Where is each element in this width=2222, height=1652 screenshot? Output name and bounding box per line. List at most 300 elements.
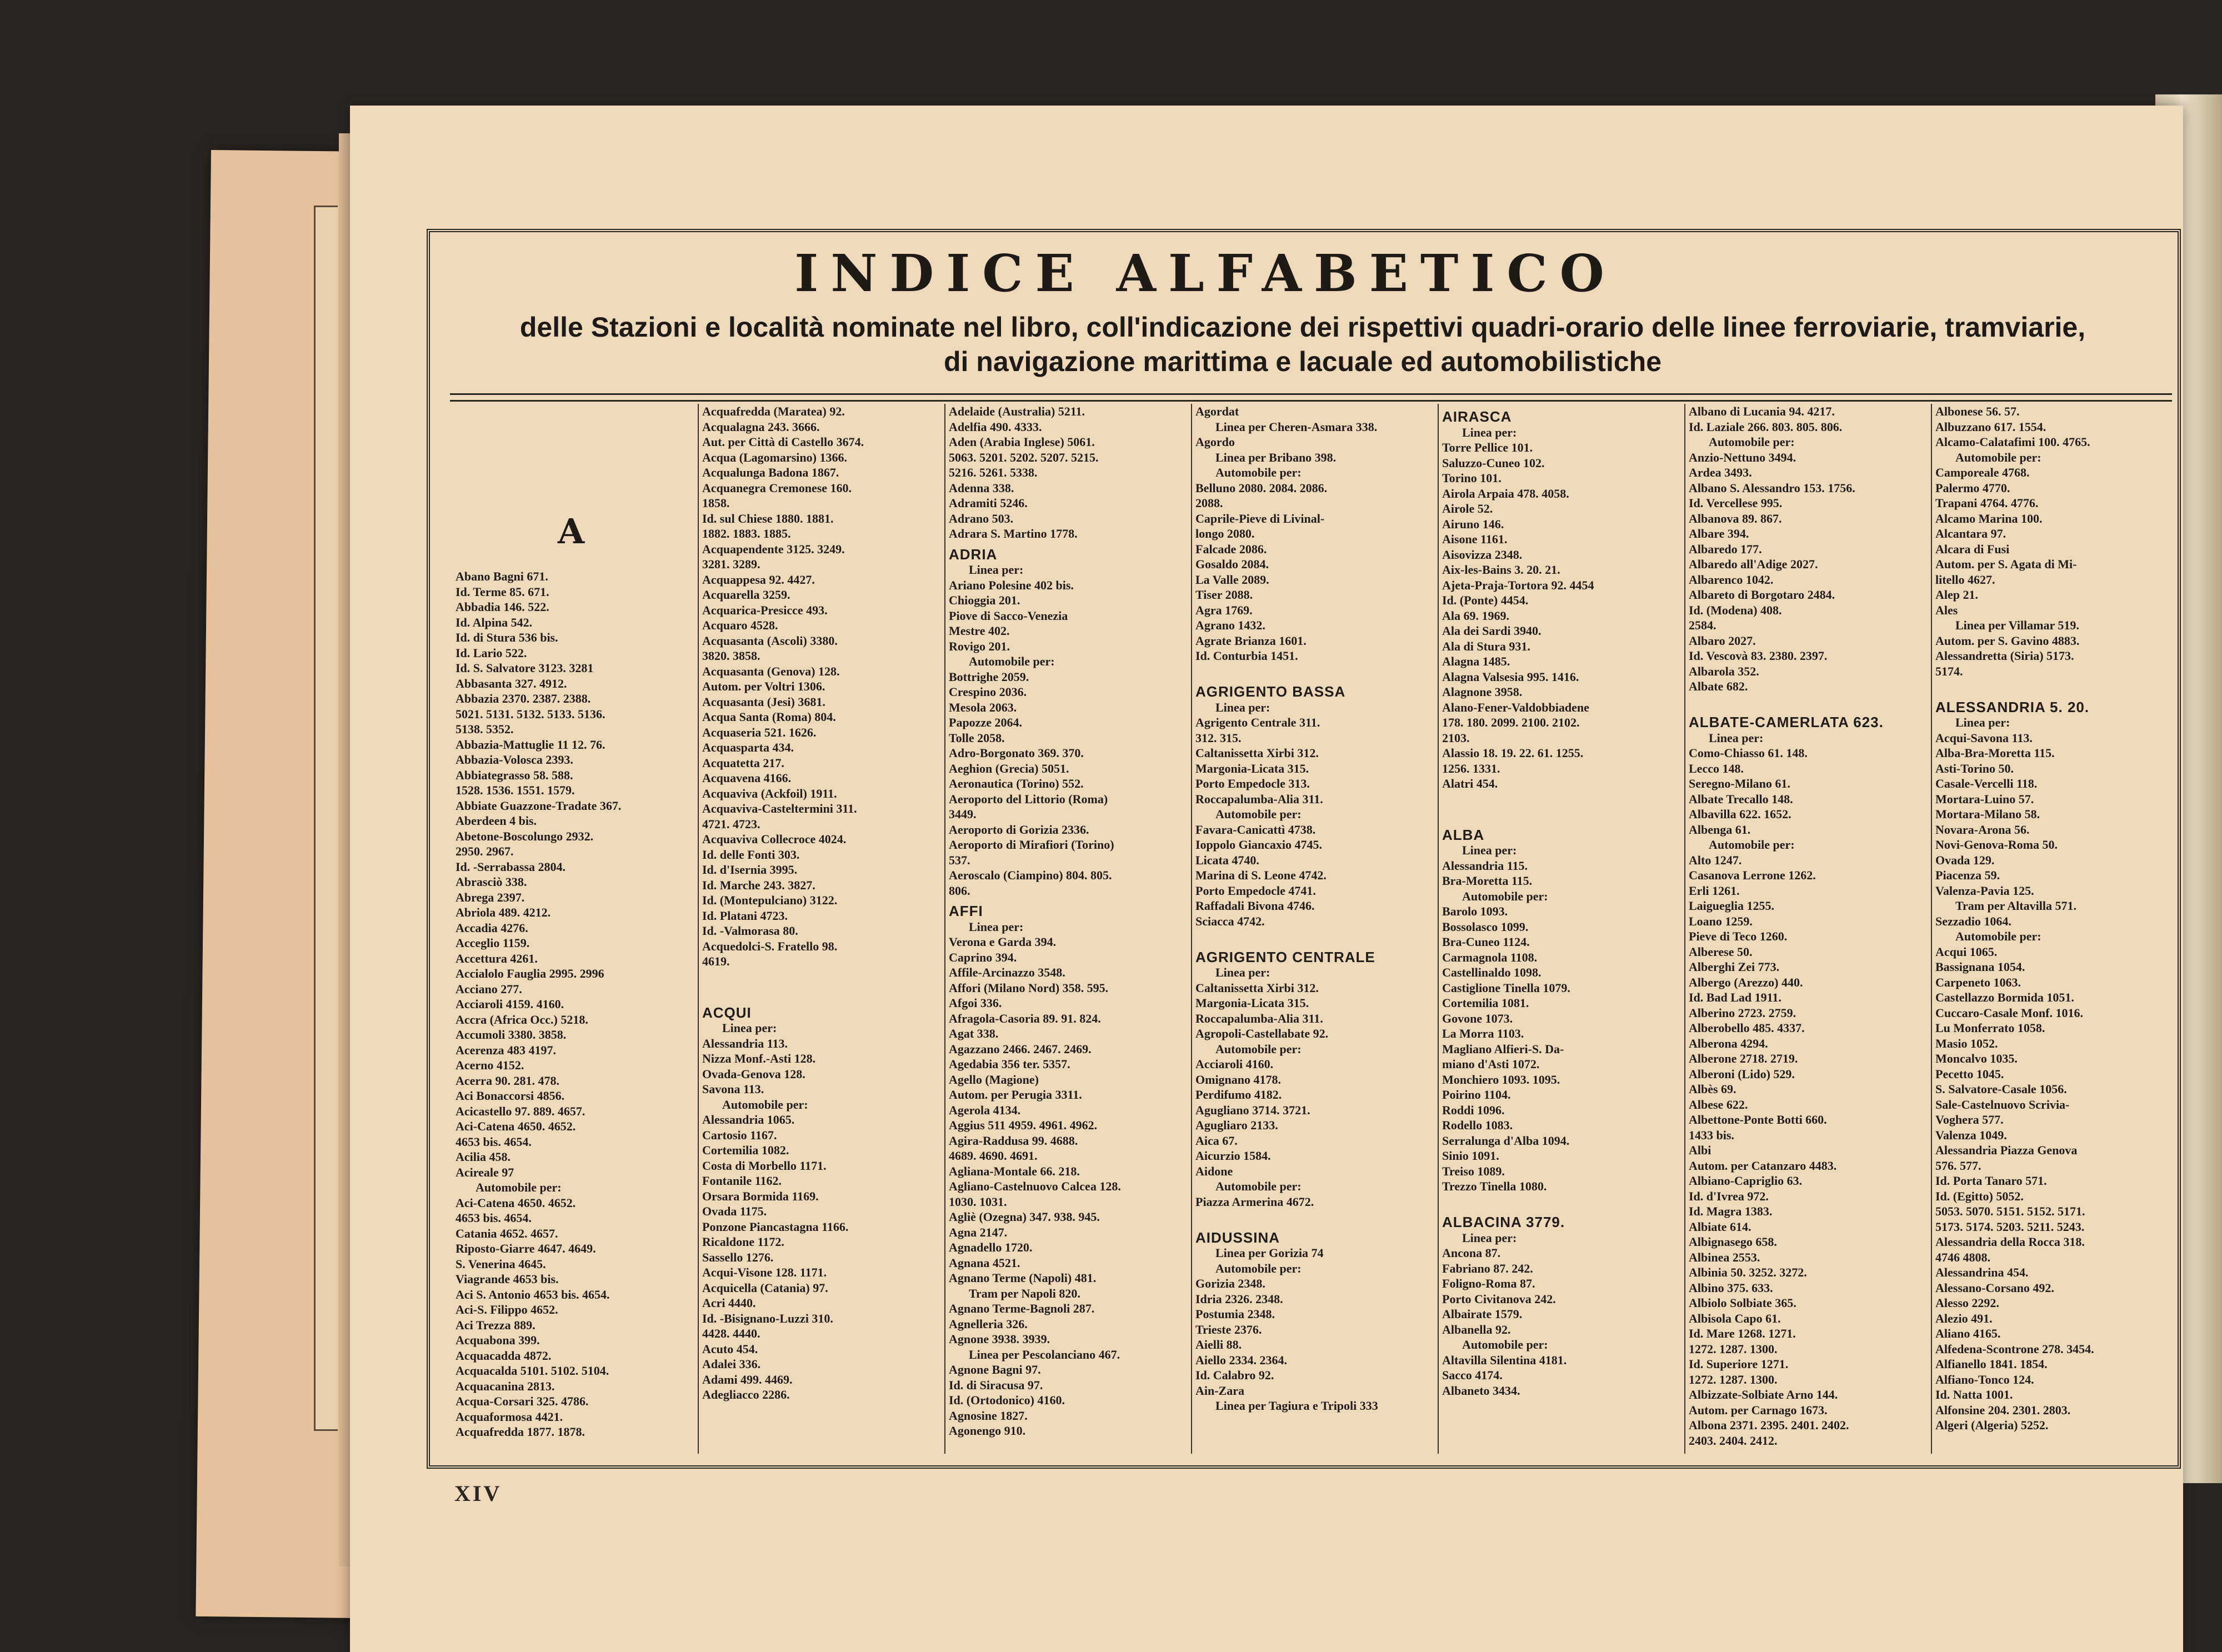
index-entry: Fontanile 1162. bbox=[702, 1174, 782, 1188]
index-entry: Linea per: bbox=[969, 563, 1024, 577]
index-entry: Id. Vescovà 83. 2380. 2397. bbox=[1689, 649, 1828, 663]
index-entry: Albès 69. bbox=[1689, 1082, 1736, 1096]
page-title: INDICE ALFABETICO bbox=[794, 243, 1617, 303]
index-entry: Alagna Valsesia 995. 1416. bbox=[1442, 669, 1579, 684]
index-entry: Aeroporto di Gorizia 2336. bbox=[949, 822, 1089, 837]
index-entry: Verona e Garda 394. bbox=[949, 935, 1057, 949]
index-entry: Novi-Genova-Roma 50. bbox=[1935, 838, 2058, 852]
index-entry: Id. S. Salvatore 3123. 3281 bbox=[456, 661, 594, 675]
index-entry: Id. sul Chiese 1880. 1881. bbox=[702, 511, 834, 525]
index-entry: Id. Vercellese 995. bbox=[1689, 496, 1783, 510]
index-entry: Orsara Bormida 1169. bbox=[702, 1189, 819, 1203]
index-entry: Accumoli 3380. 3858. bbox=[456, 1028, 567, 1042]
index-entry: Albate Trecallo 148. bbox=[1689, 792, 1793, 806]
index-entry: Torre Pellice 101. bbox=[1442, 440, 1533, 454]
index-entry: Moncalvo 1035. bbox=[1935, 1052, 2018, 1065]
index-entry: Id. Conturbia 1451. bbox=[1195, 649, 1298, 663]
index-entry: Aci-Catena 4650. 4652. bbox=[456, 1195, 576, 1210]
index-entry: Novara-Arona 56. bbox=[1935, 822, 2030, 837]
index-entry: Id. d'Isernia 3995. bbox=[702, 863, 798, 877]
index-entry: Roccapalumba-Alia 311. bbox=[1195, 1011, 1323, 1025]
index-entry: miano d'Asti 1072. bbox=[1442, 1057, 1540, 1071]
index-entry: AFFI bbox=[949, 904, 983, 919]
index-entry: Albaredo all'Adige 2027. bbox=[1689, 557, 1818, 571]
index-entry: Rovigo 201. bbox=[949, 639, 1010, 653]
index-entry: Alagna 1485. bbox=[1442, 654, 1510, 668]
index-entry: Alberone 2718. 2719. bbox=[1689, 1052, 1798, 1065]
index-entry: Acqua-Corsari 325. 4786. bbox=[456, 1394, 589, 1408]
index-entry: Abbazia-Volosca 2393. bbox=[456, 753, 573, 767]
index-entry: Afragola-Casoria 89. 91. 824. bbox=[949, 1011, 1101, 1025]
index-entry: Aut. per Città di Castello 3674. bbox=[702, 435, 864, 449]
index-entry: Accadia 4276. bbox=[456, 920, 528, 935]
index-entry: Viagrande 4653 bis. bbox=[456, 1272, 559, 1286]
index-entry: Carmagnola 1108. bbox=[1442, 950, 1538, 964]
index-entry bbox=[702, 984, 940, 1000]
index-entry: Alessandretta (Siria) 5173. bbox=[1935, 649, 2074, 663]
index-entry: Albuzzano 617. 1554. bbox=[1935, 419, 2046, 434]
index-entry: Ala 69. 1969. bbox=[1442, 608, 1509, 623]
index-entry: longo 2080. bbox=[1195, 527, 1255, 540]
index-entry: Treiso 1089. bbox=[1442, 1164, 1505, 1178]
index-entry: AGRIGENTO CENTRALE bbox=[1195, 949, 1375, 965]
index-entry: Margonia-Licata 315. bbox=[1195, 996, 1309, 1010]
index-entry: 2403. 2404. 2412. bbox=[1689, 1433, 1778, 1448]
index-entry: Tram per Napoli 820. bbox=[969, 1286, 1080, 1300]
index-entry: Adalei 336. bbox=[702, 1357, 761, 1371]
index-entry: Albonese 56. 57. bbox=[1935, 404, 2020, 418]
index-entry: Automobile per: bbox=[1955, 450, 2041, 464]
index-entry: Torino 101. bbox=[1442, 471, 1502, 485]
index-entry: Caprile-Pieve di Livinal- bbox=[1195, 511, 1325, 525]
index-entry: Piacenza 59. bbox=[1935, 868, 2000, 882]
index-entry: Aisovizza 2348. bbox=[1442, 547, 1523, 562]
index-entry: Acciano 277. bbox=[456, 982, 522, 996]
index-entry: Acuto 454. bbox=[702, 1341, 758, 1356]
index-entry: Alfiano-Tonco 124. bbox=[1935, 1372, 2034, 1386]
index-entry bbox=[1195, 1209, 1433, 1225]
index-entry: Albaneto 3434. bbox=[1442, 1383, 1520, 1398]
index-entry: Agordat bbox=[1195, 404, 1239, 418]
index-entry: Alessandria 113. bbox=[702, 1036, 788, 1050]
index-entry: Agerola 4134. bbox=[949, 1103, 1021, 1117]
header-rule bbox=[450, 393, 2172, 395]
index-entry: Acqua (Lagomarsino) 1366. bbox=[702, 450, 847, 464]
index-entry: Albona 2371. 2395. 2401. 2402. bbox=[1689, 1418, 1849, 1432]
index-entry: Agnano Terme (Napoli) 481. bbox=[949, 1271, 1097, 1285]
index-entry: Aggius 511 4959. 4961. 4962. bbox=[949, 1118, 1098, 1132]
index-entry: Valenza-Pavia 125. bbox=[1935, 883, 2034, 898]
index-entry: Linea per: bbox=[722, 1021, 777, 1035]
index-entry: Fabriano 87. 242. bbox=[1442, 1261, 1533, 1275]
index-entry: Gorizia 2348. bbox=[1195, 1276, 1265, 1290]
index-entry: Id. Terme 85. 671. bbox=[456, 584, 549, 599]
index-entry: Albese 622. bbox=[1689, 1097, 1748, 1112]
index-entry: Palermo 4770. bbox=[1935, 480, 2010, 495]
index-entry: Automobile per: bbox=[1709, 838, 1795, 852]
index-entry: Trezzo Tinella 1080. bbox=[1442, 1179, 1547, 1193]
index-entry: Autom. per S. Gavino 4883. bbox=[1935, 633, 2080, 648]
index-entry: Aci-Catena 4650. 4652. bbox=[456, 1119, 576, 1133]
index-entry: Voghera 577. bbox=[1935, 1113, 2004, 1127]
index-entry: 1256. 1331. bbox=[1442, 761, 1500, 775]
index-entry: ALBATE-CAMERLATA 623. bbox=[1689, 715, 1884, 730]
index-entry: Albino 375. 633. bbox=[1689, 1280, 1773, 1295]
index-entry: Ovada 129. bbox=[1935, 853, 1995, 867]
index-entry: Ricaldone 1172. bbox=[702, 1235, 784, 1249]
index-entry: Casanova Lerrone 1262. bbox=[1689, 868, 1816, 882]
index-entry: Linea per: bbox=[1215, 965, 1270, 979]
index-entry: Afgoi 336. bbox=[949, 996, 1002, 1010]
index-entry: Albairate 1579. bbox=[1442, 1307, 1523, 1321]
index-entry: Alfonsine 204. 2301. 2803. bbox=[1935, 1403, 2071, 1417]
index-entry: Aci Bonaccorsi 4856. bbox=[456, 1089, 565, 1103]
index-entry: Idria 2326. 2348. bbox=[1195, 1291, 1283, 1306]
index-column-3 bbox=[944, 404, 1191, 1454]
index-entry: Ovada-Genova 128. bbox=[702, 1067, 805, 1081]
index-entry: Acquaseria 521. 1626. bbox=[702, 725, 817, 739]
index-entry: Falcade 2086. bbox=[1195, 542, 1267, 556]
index-entry: Autom. per Perugia 3311. bbox=[949, 1088, 1082, 1102]
index-entry: Agliana-Montale 66. 218. bbox=[949, 1164, 1080, 1178]
index-entry: 4653 bis. 4654. bbox=[456, 1134, 532, 1149]
index-entry: ACQUI bbox=[702, 1005, 752, 1020]
index-entry: Autom. per S. Agata di Mi- bbox=[1935, 557, 2077, 571]
index-entry: Raffadali Bivona 4746. bbox=[1195, 899, 1315, 913]
index-entry: Acqui 1065. bbox=[1935, 944, 1998, 959]
index-entry: Alcantara 97. bbox=[1935, 527, 2006, 540]
index-entry: Agordo bbox=[1195, 435, 1235, 449]
index-entry: Albisola Capo 61. bbox=[1689, 1311, 1781, 1325]
index-entry: Acquabona 399. bbox=[456, 1333, 540, 1347]
index-entry: Acqua Santa (Roma) 804. bbox=[702, 710, 836, 724]
index-entry: Agnadello 1720. bbox=[949, 1240, 1033, 1254]
index-entry: Aden (Arabia Inglese) 5061. bbox=[949, 435, 1095, 449]
index-entry: Automobile per: bbox=[722, 1097, 808, 1112]
index-entry: Aci Trezza 889. bbox=[456, 1318, 536, 1332]
index-entry: Automobile per: bbox=[1215, 807, 1302, 821]
index-entry: Acireale 97 bbox=[456, 1165, 514, 1179]
index-entry: Asti-Torino 50. bbox=[1935, 761, 2014, 775]
index-entry: Linea per Villamar 519. bbox=[1955, 618, 2079, 632]
index-entry: Roccapalumba-Alia 311. bbox=[1195, 792, 1323, 806]
index-entry: Trieste 2376. bbox=[1195, 1322, 1262, 1336]
index-entry: Automobile per: bbox=[969, 654, 1055, 668]
index-entry: Aeronautica (Torino) 552. bbox=[949, 777, 1084, 790]
index-entry: Alesso 2292. bbox=[1935, 1296, 1999, 1310]
index-entry: Acerenza 483 4197. bbox=[456, 1043, 557, 1057]
index-entry: Marina di S. Leone 4742. bbox=[1195, 868, 1327, 882]
index-entry: Magliano Alfieri-S. Da- bbox=[1442, 1042, 1564, 1056]
index-entry: Id. Platani 4723. bbox=[702, 908, 788, 923]
index-entry bbox=[1442, 792, 1680, 807]
index-entry: Porto Empedocle 313. bbox=[1195, 777, 1310, 790]
index-entry: Autom. per Catanzaro 4483. bbox=[1689, 1158, 1837, 1173]
index-entry: Acquaformosa 4421. bbox=[456, 1409, 563, 1424]
index-entry: Alberese 50. bbox=[1689, 944, 1753, 959]
index-entry: AIRASCA bbox=[1442, 409, 1512, 425]
index-entry: Abbadia 146. 522. bbox=[456, 600, 549, 614]
index-entry: Ancona 87. bbox=[1442, 1246, 1501, 1260]
index-entry: Masio 1052. bbox=[1935, 1036, 1998, 1050]
index-entry: Ala di Stura 931. bbox=[1442, 639, 1530, 653]
index-entry: Acicastello 97. 889. 4657. bbox=[456, 1104, 585, 1118]
index-entry: Abano Bagni 671. bbox=[456, 569, 548, 583]
index-entry: Tram per Altavilla 571. bbox=[1955, 899, 2076, 913]
index-entry: Abetone-Boscolungo 2932. bbox=[456, 829, 594, 843]
index-entry: Sale-Castelnuovo Scrivia- bbox=[1935, 1097, 2070, 1112]
index-entry: Acquedolci-S. Fratello 98. bbox=[702, 939, 838, 953]
index-entry: Acceglio 1159. bbox=[456, 936, 530, 950]
index-entry: Acqualunga Badona 1867. bbox=[702, 465, 839, 479]
index-entry: Aielli 88. bbox=[1195, 1338, 1242, 1351]
index-entry: Savona 113. bbox=[702, 1082, 764, 1096]
index-entry: Alcara di Fusi bbox=[1935, 542, 2010, 556]
index-entry: Ponzone Piancastagna 1166. bbox=[702, 1219, 849, 1234]
index-entry: Aliano 4165. bbox=[1935, 1326, 2001, 1340]
index-entry: 4689. 4690. 4691. bbox=[949, 1149, 1038, 1163]
index-entry: Agrate Brianza 1601. bbox=[1195, 633, 1307, 648]
index-entry: Acquasparta 434. bbox=[702, 740, 794, 754]
index-entry: Id. di Stura 536 bis. bbox=[456, 630, 558, 644]
index-entry: Castellazzo Bormida 1051. bbox=[1935, 990, 2074, 1004]
index-entry: 5174. bbox=[1935, 664, 1963, 678]
index-entry: 1858. bbox=[702, 496, 730, 510]
index-entry: Agnana 4521. bbox=[949, 1255, 1020, 1270]
index-entry: Id. d'Ivrea 972. bbox=[1689, 1189, 1769, 1203]
index-entry: Albanova 89. 867. bbox=[1689, 511, 1782, 525]
index-entry: Cortemilia 1082. bbox=[702, 1143, 789, 1157]
index-entry: 178. 180. 2099. 2100. 2102. bbox=[1442, 715, 1580, 729]
index-entry: Acquasanta (Genova) 128. bbox=[702, 664, 840, 678]
index-entry: Castiglione Tinella 1079. bbox=[1442, 980, 1570, 995]
index-entry: La Valle 2089. bbox=[1195, 572, 1269, 587]
index-entry: Cuccaro-Casale Monf. 1016. bbox=[1935, 1005, 2083, 1020]
index-entry: Acquaviva Collecroce 4024. bbox=[702, 832, 847, 846]
index-column-7 bbox=[1931, 404, 2178, 1454]
index-entry: Affori (Milano Nord) 358. 595. bbox=[949, 980, 1109, 995]
index-entry: Belluno 2080. 2084. 2086. bbox=[1195, 480, 1328, 495]
index-entry: Caltanissetta Xirbi 312. bbox=[1195, 746, 1319, 760]
index-entry: Automobile per: bbox=[1709, 435, 1795, 449]
index-entry: Albenga 61. bbox=[1689, 822, 1751, 837]
index-entry: Agrano 1432. bbox=[1195, 618, 1265, 632]
index-entry: Automobile per: bbox=[1215, 1261, 1302, 1275]
index-entry: Acquaviva (Ackfoil) 1911. bbox=[702, 786, 837, 800]
index-entry: Serralunga d'Alba 1094. bbox=[1442, 1133, 1570, 1148]
index-entry: Mesola 2063. bbox=[949, 700, 1017, 714]
index-entry: Albareto di Borgotaro 2484. bbox=[1689, 588, 1835, 602]
index-entry: Agrigento Centrale 311. bbox=[1195, 715, 1320, 729]
index-entry: La Morra 1103. bbox=[1442, 1027, 1524, 1040]
index-entry: Acquafredda (Maratea) 92. bbox=[702, 404, 845, 418]
index-entry: Camporeale 4768. bbox=[1935, 465, 2030, 479]
index-entry: 3820. 3858. bbox=[702, 649, 760, 663]
index-entry: Rodello 1083. bbox=[1442, 1118, 1513, 1132]
index-entry: Albizzate-Solbiate Arno 144. bbox=[1689, 1388, 1838, 1401]
index-entry: Ain-Zara bbox=[1195, 1383, 1244, 1398]
index-entry: Automobile per: bbox=[1462, 1338, 1548, 1351]
index-entry: Acquapendente 3125. 3249. bbox=[702, 542, 845, 556]
index-entry: Id. delle Fonti 303. bbox=[702, 847, 800, 862]
index-entry bbox=[1689, 694, 1926, 710]
index-entry: Agropoli-Castellabate 92. bbox=[1195, 1027, 1329, 1040]
index-entry: Abbazia 2370. 2387. 2388. bbox=[456, 692, 591, 705]
index-entry: Alep 21. bbox=[1935, 588, 1978, 602]
index-entry: Sassello 1276. bbox=[702, 1250, 774, 1264]
index-entry: Ardea 3493. bbox=[1689, 465, 1752, 479]
index-entry: Albergo (Arezzo) 440. bbox=[1689, 975, 1803, 989]
index-entry: Abriola 489. 4212. bbox=[456, 905, 551, 919]
index-entry: Caltanissetta Xirbi 312. bbox=[1195, 980, 1319, 995]
index-entry: 2950. 2967. bbox=[456, 844, 514, 858]
index-entry: Id. Marche 243. 3827. bbox=[702, 878, 815, 892]
index-entry: Id. Natta 1001. bbox=[1935, 1388, 2013, 1401]
index-entry: Acquatetta 217. bbox=[702, 755, 784, 770]
index-entry: Aeroscalo (Ciampino) 804. 805. bbox=[949, 868, 1112, 882]
index-entry: Id. Calabro 92. bbox=[1195, 1368, 1274, 1382]
index-entry: Catania 4652. 4657. bbox=[456, 1226, 558, 1240]
index-entry: Anzio-Nettuno 3494. bbox=[1689, 450, 1796, 464]
index-entry: Linea per Pescolanciano 467. bbox=[969, 1347, 1120, 1361]
index-entry: Albaredo 177. bbox=[1689, 542, 1762, 556]
index-column-6 bbox=[1684, 404, 1931, 1454]
index-entry: Alessandria della Rocca 318. bbox=[1935, 1235, 2085, 1249]
index-entry: Alezio 491. bbox=[1935, 1311, 1993, 1325]
index-entry: Albi bbox=[1689, 1143, 1711, 1157]
index-entry: Abrasciò 338. bbox=[456, 875, 527, 889]
index-entry: Linea per Bribano 398. bbox=[1215, 450, 1337, 464]
index-entry: Algeri (Algeria) 5252. bbox=[1935, 1418, 2049, 1432]
index-entry: Mortara-Milano 58. bbox=[1935, 807, 2040, 821]
page-subtitle-line2: di navigazione marittima e lacuale ed automobilistiche bbox=[943, 346, 1662, 377]
index-entry: Alba-Bra-Moretta 115. bbox=[1935, 746, 2055, 760]
index-entry bbox=[1935, 679, 2173, 694]
index-entry: 312. 315. bbox=[1195, 730, 1242, 745]
index-entry: Aeroporto del Littorio (Roma) bbox=[949, 792, 1108, 806]
index-entry: Albaro 2027. bbox=[1689, 633, 1756, 648]
index-entry: Id. di Siracusa 97. bbox=[949, 1378, 1043, 1392]
index-entry: Albiolo Solbiate 365. bbox=[1689, 1296, 1796, 1310]
index-entry: Poirino 1104. bbox=[1442, 1088, 1511, 1102]
index-entry: Id. (Ortodonico) 4160. bbox=[949, 1393, 1065, 1407]
index-entry: Alberoni (Lido) 529. bbox=[1689, 1067, 1795, 1081]
index-entry: Albiate 614. bbox=[1689, 1219, 1751, 1234]
index-entry: Riposto-Giarre 4647. 4649. bbox=[456, 1241, 596, 1255]
index-entry: Ioppolo Giancaxio 4745. bbox=[1195, 838, 1322, 852]
index-entry: Alto 1247. bbox=[1689, 853, 1742, 867]
index-entry: Albate 682. bbox=[1689, 679, 1748, 693]
index-entry: Monchiero 1093. 1095. bbox=[1442, 1072, 1560, 1087]
index-entry: Omignano 4178. bbox=[1195, 1072, 1282, 1087]
index-entry: Sezzadio 1064. bbox=[1935, 914, 2011, 928]
index-entry: Abrega 2397. bbox=[456, 890, 525, 904]
index-entry: Alberobello 485. 4337. bbox=[1689, 1021, 1805, 1035]
index-entry: 4721. 4723. bbox=[702, 817, 760, 831]
index-entry: Agliè (Ozegna) 347. 938. 945. bbox=[949, 1210, 1100, 1224]
index-entry: 5138. 5352. bbox=[456, 722, 514, 736]
index-entry: Agat 338. bbox=[949, 1027, 999, 1040]
index-entry: Perdifumo 4182. bbox=[1195, 1088, 1282, 1102]
index-entry: Alano-Fener-Valdobbiadene bbox=[1442, 700, 1589, 714]
index-entry: Ala dei Sardi 3940. bbox=[1442, 624, 1542, 638]
index-entry: Abbiate Guazzone-Tradate 367. bbox=[456, 798, 622, 813]
index-entry: Agazzano 2466. 2467. 2469. bbox=[949, 1042, 1092, 1056]
index-entry: Agugliano 3714. 3721. bbox=[1195, 1103, 1310, 1117]
index-entry: Valenza 1049. bbox=[1935, 1128, 2007, 1142]
index-entry: Albarenco 1042. bbox=[1689, 572, 1774, 587]
index-entry: Erli 1261. bbox=[1689, 883, 1740, 898]
index-entry: Porto Civitanova 242. bbox=[1442, 1291, 1556, 1306]
index-entry: Aidone bbox=[1195, 1164, 1233, 1178]
index-entry: Albare 394. bbox=[1689, 527, 1749, 540]
index-entry: Acquaro 4528. bbox=[702, 618, 778, 632]
index-entry: Accettura 4261. bbox=[456, 951, 538, 965]
index-entry: Sacco 4174. bbox=[1442, 1368, 1503, 1382]
index-entry: Trapani 4764. 4776. bbox=[1935, 496, 2039, 510]
index-entry: Alessano-Corsano 492. bbox=[1935, 1280, 2054, 1295]
index-entry: Automobile per: bbox=[1955, 929, 2041, 943]
index-entry: 1272. 1287. 1300. bbox=[1689, 1341, 1778, 1356]
index-entry: Alessandria 115. bbox=[1442, 858, 1528, 873]
index-entry: 1882. 1883. 1885. bbox=[702, 527, 791, 540]
index-entry: Tolle 2058. bbox=[949, 730, 1005, 745]
index-entry: ALBACINA 3779. bbox=[1442, 1215, 1565, 1230]
index-entry: Papozze 2064. bbox=[949, 715, 1022, 729]
index-entry: Carpeneto 1063. bbox=[1935, 975, 2021, 989]
index-entry: Autom. per Carnago 1673. bbox=[1689, 1403, 1828, 1417]
index-column-1 bbox=[451, 404, 698, 1454]
index-entry: Adegliacco 2286. bbox=[702, 1388, 790, 1401]
index-entry: Agira-Raddusa 99. 4688. bbox=[949, 1133, 1078, 1148]
index-entry: Linea per: bbox=[1709, 730, 1764, 745]
index-entry: Linea per: bbox=[1215, 700, 1270, 714]
index-entry: Automobile per: bbox=[1215, 465, 1302, 479]
index-entry: S. Venerina 4645. bbox=[456, 1256, 546, 1271]
index-entry: Abbasanta 327. 4912. bbox=[456, 676, 567, 690]
index-entry bbox=[1195, 664, 1433, 679]
index-entry: Pecetto 1045. bbox=[1935, 1067, 2004, 1081]
index-entry: Id. Magra 1383. bbox=[1689, 1204, 1773, 1218]
index-entry: 5053. 5070. 5151. 5152. 5171. bbox=[1935, 1204, 2085, 1218]
index-column-5 bbox=[1438, 404, 1684, 1454]
index-entry: Acquavena 4166. bbox=[702, 771, 792, 785]
index-entry: Linea per Cheren-Asmara 338. bbox=[1215, 419, 1378, 434]
index-entry: AGRIGENTO BASSA bbox=[1195, 684, 1346, 700]
page-subtitle-line1: delle Stazioni e località nominate nel libro, coll'indicazione dei rispettivi quadri-orario delle linee ferroviarie, tramviarie, bbox=[519, 312, 2086, 343]
index-entry: Cortemilia 1081. bbox=[1442, 996, 1529, 1010]
index-entry bbox=[1195, 929, 1433, 944]
index-entry: Alcamo Marina 100. bbox=[1935, 511, 2043, 525]
index-entry: Bassignana 1054. bbox=[1935, 960, 2025, 974]
index-entry: AIDUSSINA bbox=[1195, 1230, 1280, 1245]
index-entry: Linea per: bbox=[969, 919, 1024, 934]
index-entry: Id. -Serrabassa 2804. bbox=[456, 859, 566, 874]
index-entry: Acquicella (Catania) 97. bbox=[702, 1280, 828, 1295]
index-entry: Alessandria 1065. bbox=[702, 1113, 795, 1127]
index-entry: 5063. 5201. 5202. 5207. 5215. bbox=[949, 450, 1099, 464]
index-entry: ALBA bbox=[1442, 827, 1485, 843]
index-entry: Id. Mare 1268. 1271. bbox=[1689, 1326, 1796, 1340]
index-entry: Id. (Modena) 408. bbox=[1689, 603, 1782, 617]
index-entry: Altavilla Silentina 4181. bbox=[1442, 1353, 1567, 1367]
index-entry: Alagnone 3958. bbox=[1442, 685, 1523, 699]
index-entry: Linea per: bbox=[1462, 425, 1517, 439]
index-entry: Id. (Montepulciano) 3122. bbox=[702, 893, 838, 907]
index-entry: Affile-Arcinazzo 3548. bbox=[949, 965, 1065, 979]
index-entry: Automobile per: bbox=[1215, 1042, 1302, 1056]
index-entry: Adramiti 5246. bbox=[949, 496, 1028, 510]
